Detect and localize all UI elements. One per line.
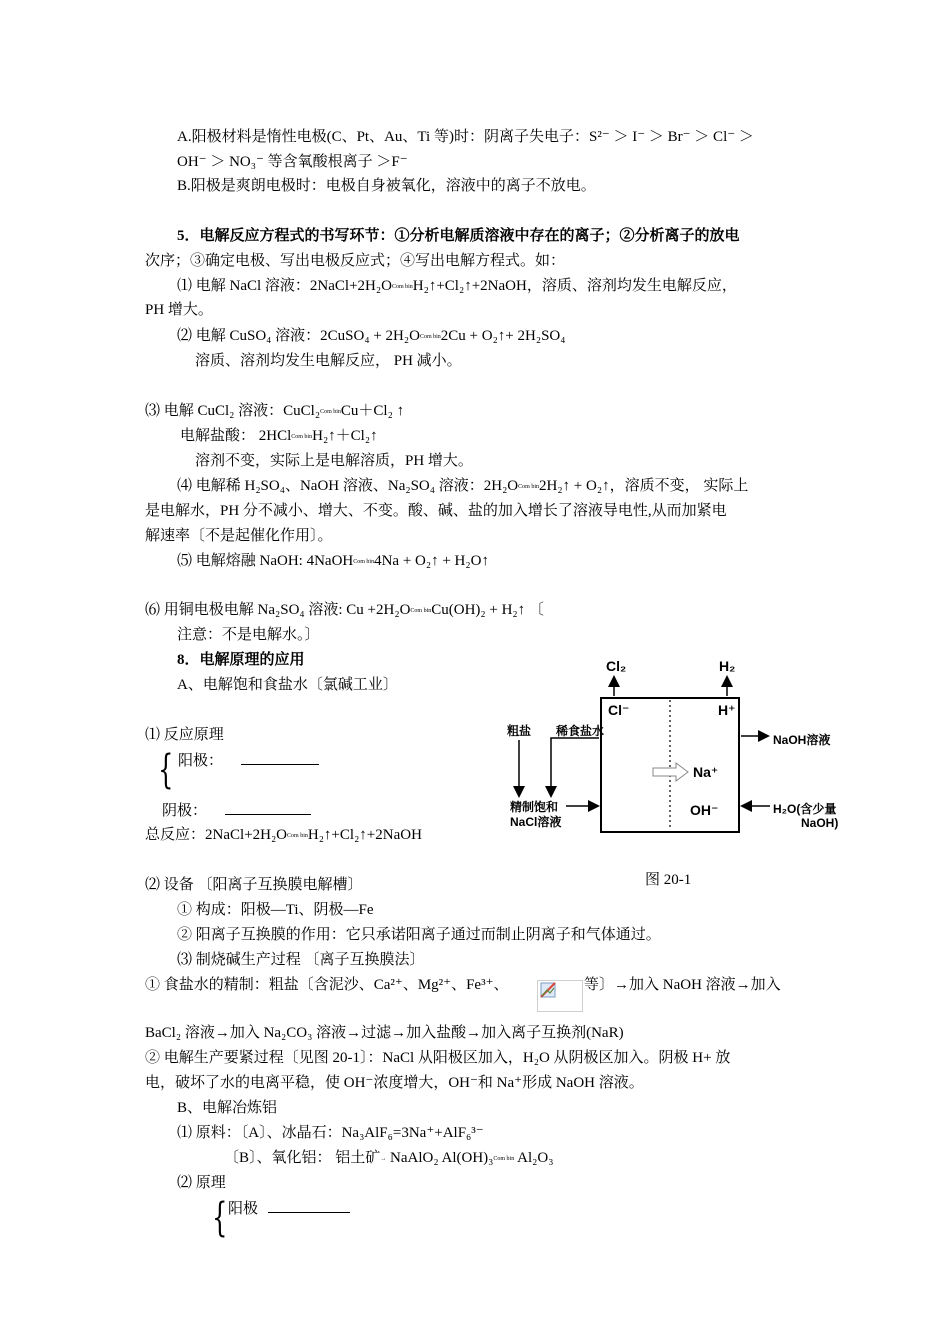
dilute-brine-label: 稀食盐水: [556, 724, 605, 738]
equation-part: 2H₂↑ + O₂↑，溶质不变， 实际上: [539, 478, 749, 494]
text-line: 溶剂不变，实际上是电解溶质，PH 增大。: [195, 453, 473, 469]
equation-part: 电解盐酸： 2HCl: [180, 428, 292, 444]
text-line: BaCl₂ 溶液→加入 Na₂CO₃ 溶液→过滤→加入盐酸→加入离子互换剂(NaR): [145, 1025, 624, 1041]
text-line: ⑴ 原料：〔A〕、冰晶石：Na₃AlF₆=3Na⁺+AlF₆³⁻: [177, 1125, 484, 1141]
equation-part: 2Cu + O₂↑+ 2H₂SO₄: [440, 328, 566, 344]
condition-mark: Com bin: [353, 558, 375, 565]
cathode-label: 阴极：: [162, 803, 208, 819]
chloride-ion-label: Cl⁻: [608, 702, 630, 718]
section-heading: 5．电解反应方程式的书写环节：①分析电解质溶液中存在的离子；②分析离子的放电: [177, 228, 740, 244]
equation-part: ⑶ 电解 CuCl₂ 溶液：CuCl₂: [145, 403, 321, 419]
equation-part: Cu＋Cl₂ ↑: [340, 403, 405, 419]
text-line: OH⁻ ＞ NO₃⁻ 等含氧酸根离子 ＞F⁻: [177, 154, 408, 170]
condition-mark: Com bin: [320, 408, 341, 415]
refined-brine-label: 精制饱和: [510, 800, 559, 814]
text-line: 电，破坏了水的电离平稳，使 OH⁻浓度增大，OH⁻和 Na⁺形成 NaOH 溶液。: [145, 1075, 644, 1091]
h2-label: H₂: [719, 658, 736, 674]
equation-part: 〔B〕、氧化铝： 铝土矿: [224, 1150, 381, 1166]
hydroxide-ion-label: OH⁻: [690, 802, 719, 818]
text-line: B、电解冶炼铝: [177, 1100, 278, 1116]
water-inlet-label: H₂O(含少量: [773, 802, 837, 816]
cl2-label: Cl₂: [606, 658, 627, 674]
condition-mark: Com bin: [391, 283, 413, 290]
text-line: ① 食盐水的精制：粗盐〔含泥沙、Ca²⁺、Mg²⁺、Fe³⁺、: [145, 977, 509, 993]
section-heading: 8．电解原理的应用: [177, 652, 305, 668]
equation-part: ⑴ 电解 NaCl 溶液：2NaCl+2H₂O: [177, 278, 392, 294]
text-line: A、电解饱和食盐水〔氯碱工业〕: [177, 677, 398, 693]
text-line: ⑴ 反应原理: [145, 727, 224, 743]
equation-part: ⑹ 用铜电极电解 Na₂SO₄ 溶液: Cu +2H₂O: [145, 602, 411, 618]
hydrogen-ion-label: H⁺: [718, 702, 736, 718]
equation-part: ⑸ 电解熔融 NaOH: 4NaOH: [177, 553, 354, 569]
text-line: 溶质、溶剂均发生电解反应， PH 减小。: [195, 353, 462, 369]
left-brace: {: [212, 1195, 228, 1241]
text-line: 次序；③确定电极、写出电极反应式；④写出电解方程式。如：: [145, 253, 566, 269]
equation-part: H₂↑+Cl₂↑+2NaOH，溶质、溶剂均发生电解反应，: [412, 278, 737, 294]
text-line: PH 增大。: [145, 302, 213, 318]
condition-mark: Com bin: [410, 607, 432, 614]
equation-part: H₂↑＋Cl₂↑: [312, 428, 378, 444]
text-line: A.阳极材料是惰性电极(C、Pt、Au、Ti 等)时：阴离子失电子：S²⁻ ＞ I⁻ ＞ Br⁻ ＞ Cl⁻ ＞: [177, 129, 754, 145]
text-line: 是电解水，PH 分不减小、增大、不变。酸、碱、盐的加入增长了溶液导电性,从而加紧电: [145, 503, 727, 519]
sodium-ion-label: Na⁺: [693, 764, 719, 780]
left-brace: {: [158, 747, 174, 793]
text-line: ⑵ 设备 〔阳离子互换膜电解槽〕: [145, 877, 363, 893]
condition-mark: Com bin: [493, 1155, 515, 1162]
text-line: ② 阳离子互换膜的作用：它只承诺阳离子通过而制止阴离子和气体通过。: [177, 927, 661, 943]
text-line: ① 构成：阳极—Ti、阴极—Fe: [177, 902, 374, 918]
equation-part: Al₂O₃: [517, 1150, 554, 1166]
equation-part: 4Na + O₂↑ + H₂O↑: [374, 553, 489, 569]
text-line: ⑶ 制烧碱生产过程 〔离子互换膜法〕: [177, 952, 425, 968]
condition-mark: Com bin: [419, 333, 441, 340]
equation-part: H₂↑+Cl₂↑+2NaOH: [307, 827, 422, 843]
text-line: 注意：不是电解水。〕: [177, 627, 320, 643]
equation-part: ⑵ 电解 CuSO₄ 溶液：2CuSO₄ + 2H₂O: [177, 328, 420, 344]
text-line: 解速率〔不是起催化作用〕。: [145, 528, 333, 544]
condition-mark: Com bin: [291, 433, 313, 440]
water-inlet-label: NaOH): [801, 816, 839, 830]
anode-label: 阳极：: [178, 753, 224, 769]
equation-part: Cu(OH)₂ + H₂↑ 〔: [431, 602, 544, 618]
text-line: ② 电解生产要紧过程〔见图 20-1〕：NaCl 从阳极区加入，H₂O 从阴极区加入。阴极 H+ 放: [145, 1050, 731, 1066]
equation-part: NaAlO₂ Al(OH)₃: [390, 1150, 494, 1166]
condition-mark: Com bin: [287, 832, 308, 839]
figure-caption: 图 20-1: [645, 872, 692, 888]
arrow-mark: →: [380, 1155, 387, 1162]
coarse-salt-label: 粗盐: [507, 724, 532, 738]
anode-label: 阳极: [228, 1201, 259, 1217]
equation-part: ⑷ 电解稀 H₂SO₄、NaOH 溶液、Na₂SO₄ 溶液：2H₂O: [177, 478, 519, 494]
refined-brine-label: NaCl溶液: [510, 815, 562, 829]
equation-part: 总反应：2NaCl+2H₂O: [145, 827, 288, 843]
condition-mark: Com bin: [518, 483, 539, 490]
naoh-solution-label: NaOH溶液: [773, 733, 831, 747]
text-line: 等〕→加入 NaOH 溶液→加入: [584, 977, 781, 993]
text-line: B.阳极是爽朗电极时：电极自身被氧化，溶液中的离子不放电。: [177, 178, 596, 194]
text-line: ⑵ 原理: [177, 1175, 226, 1191]
dilute-brine-arrow: [551, 738, 599, 795]
